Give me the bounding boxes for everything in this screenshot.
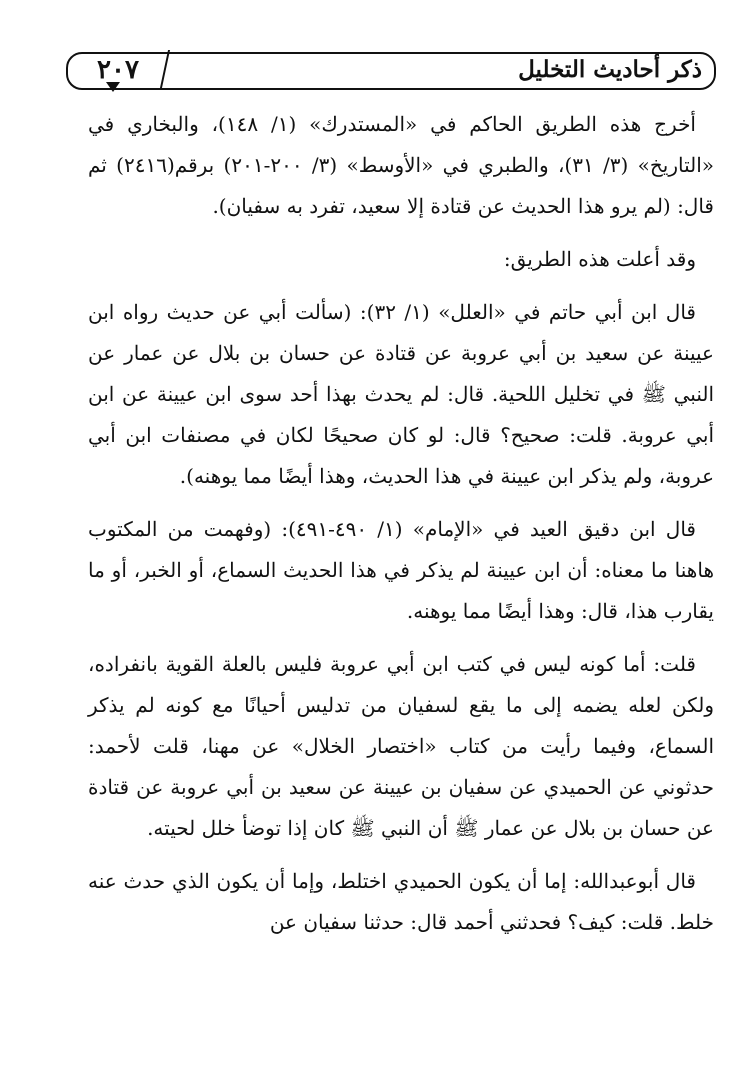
page-number: ٢٠٧ [97, 55, 139, 85]
paragraph: قلت: أما كونه ليس في كتب ابن أبي عروبة فليس بالعلة القوية بانفراده، ولكن لعله يضمه إلى ما يقع لسفيان من تدليس أحيانًا مع كونه لم يذكر السماع، وفيما رأيت من كتاب «اختصار الخلال» عن مهنا، قلت لأحمد: حدثوني عن الحميدي عن سفيان بن عيينة عن سعيد بن أبي عروبة عن قتادة عن حسان بن بلال عن عمار ﷺ أن النبي ﷺ كان إذا توضأ خلل لحيته. [88, 652, 714, 840]
page-corner-mark [106, 82, 120, 92]
paragraph: قال ابن دقيق العيد في «الإمام» (١/ ٤٩٠-٤٩١): (وفهمت من المكتوب هاهنا ما معناه: أن ابن عيينة لم يذكر في هذا الحديث السماع، أو الخبر، أو ما يقارب هذا، قال: وهذا أيضًا مما يوهنه. [88, 517, 714, 623]
paragraph: قال أبوعبدالله: إما أن يكون الحميدي اختلط، وإما أن يكون الذي حدث عنه خلط. قلت: كيف؟ فحدثني أحمد قال: حدثنا سفيان عن [88, 869, 714, 934]
page-header [66, 52, 716, 90]
paragraph: قال ابن أبي حاتم في «العلل» (١/ ٣٢): (سألت أبي عن حديث رواه ابن عيينة عن سعيد بن أبي عروبة عن قتادة عن حسان بن بلال عن عمار عن النبي ﷺ في تخليل اللحية. قال: لم يحدث بهذا أحد سوى ابن عيينة عن ابن أبي عروبة. قلت: صحيح؟ قال: لو كان صحيحًا لكان في مصنفات ابن أبي عروبة، ولم يذكر ابن عيينة في هذا الحديث، وهذا أيضًا مما يوهنه). [88, 300, 714, 488]
paragraph: وقد أعلت هذه الطريق: [503, 247, 696, 271]
page-body [88, 104, 714, 955]
running-title: ذكر أحاديث التخليل [518, 56, 702, 83]
paragraph: أخرج هذه الطريق الحاكم في «المستدرك» (١/ ١٤٨)، والبخاري في «التاريخ» (٣/ ٣١)، والطبري في «الأوسط» (٣/ ٢٠٠-٢٠١) برقم(٢٤١٦) ثم قال: (لم يرو هذا الحديث عن قتادة إلا سعيد، تفرد به سفيان). [88, 112, 715, 218]
